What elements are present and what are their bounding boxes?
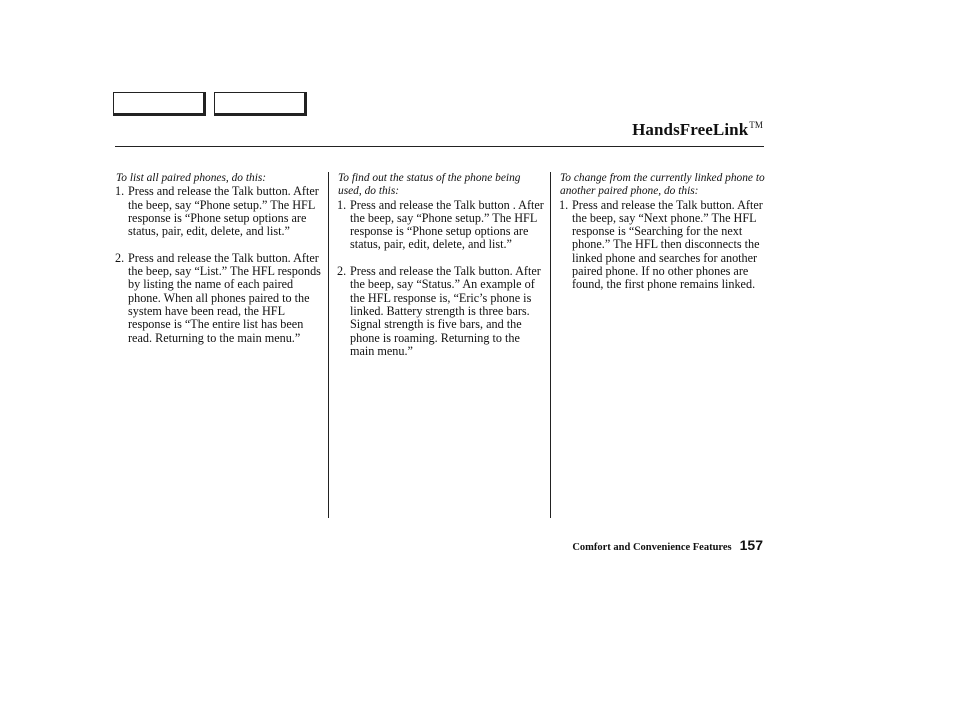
step-item (337, 199, 545, 252)
header-rule (115, 146, 764, 147)
step-item (337, 265, 545, 358)
page-number: 157 (739, 537, 763, 553)
column-divider (328, 172, 329, 518)
step-number: 1. (337, 197, 347, 212)
column-intro: To find out the status of the phone being used, do this: (338, 172, 521, 198)
column-change-phone (559, 172, 765, 305)
footer-section-title: Comfort and Convenience Features (572, 542, 732, 553)
step-list (559, 199, 765, 292)
previous-page-button[interactable] (113, 92, 206, 116)
column-phone-status (337, 172, 545, 371)
page-footer (572, 537, 763, 555)
step-text: Press and release the Talk button. After the beep, say “Status.” An example of the HFL response is, “Eric’s phone is linked. Battery strength is three bars. Signal strength is five bars, and the phone is roaming. Returning to the main menu.” (350, 264, 541, 358)
step-list (115, 185, 325, 345)
trademark-symbol: TM (749, 120, 763, 130)
step-list (337, 199, 545, 359)
step-number: 2. (115, 250, 125, 265)
step-number: 2. (337, 264, 347, 279)
step-number: 1. (115, 184, 125, 199)
step-item (559, 199, 765, 292)
step-text: Press and release the Talk button. After the beep, say “Phone setup.” The HFL response is “Phone setup options are status, pair, edit, delete, and list.” (128, 184, 319, 239)
column-divider (550, 172, 551, 518)
next-page-button[interactable] (214, 92, 307, 116)
step-item (115, 252, 325, 345)
page-title: HandsFreeLink™ (632, 120, 763, 139)
step-text: Press and release the Talk button. After the beep, say “Next phone.” The HFL response is “Searching for the next phone.” The HFL then disconnects the linked phone and searches for another paired phone. If no other phones are found, the first phone remains linked. (572, 197, 763, 292)
column-list-phones (115, 172, 325, 358)
step-text: Press and release the Talk button. After the beep, say “List.” The HFL responds by listing the name of each paired phone. When all phones paired to the system have been read, the HFL response is “The entire list has been read. Returning to the main menu.” (128, 250, 321, 345)
column-intro: To change from the currently linked phone to another paired phone, do this: (560, 172, 765, 198)
column-intro: To list all paired phones, do this: (116, 172, 267, 184)
step-number: 1. (559, 197, 569, 212)
step-text: Press and release the Talk button . After the beep, say “Phone setup.” The HFL response is “Phone setup options are status, pair, edit, delete, and list.” (350, 197, 544, 252)
step-item (115, 185, 325, 238)
